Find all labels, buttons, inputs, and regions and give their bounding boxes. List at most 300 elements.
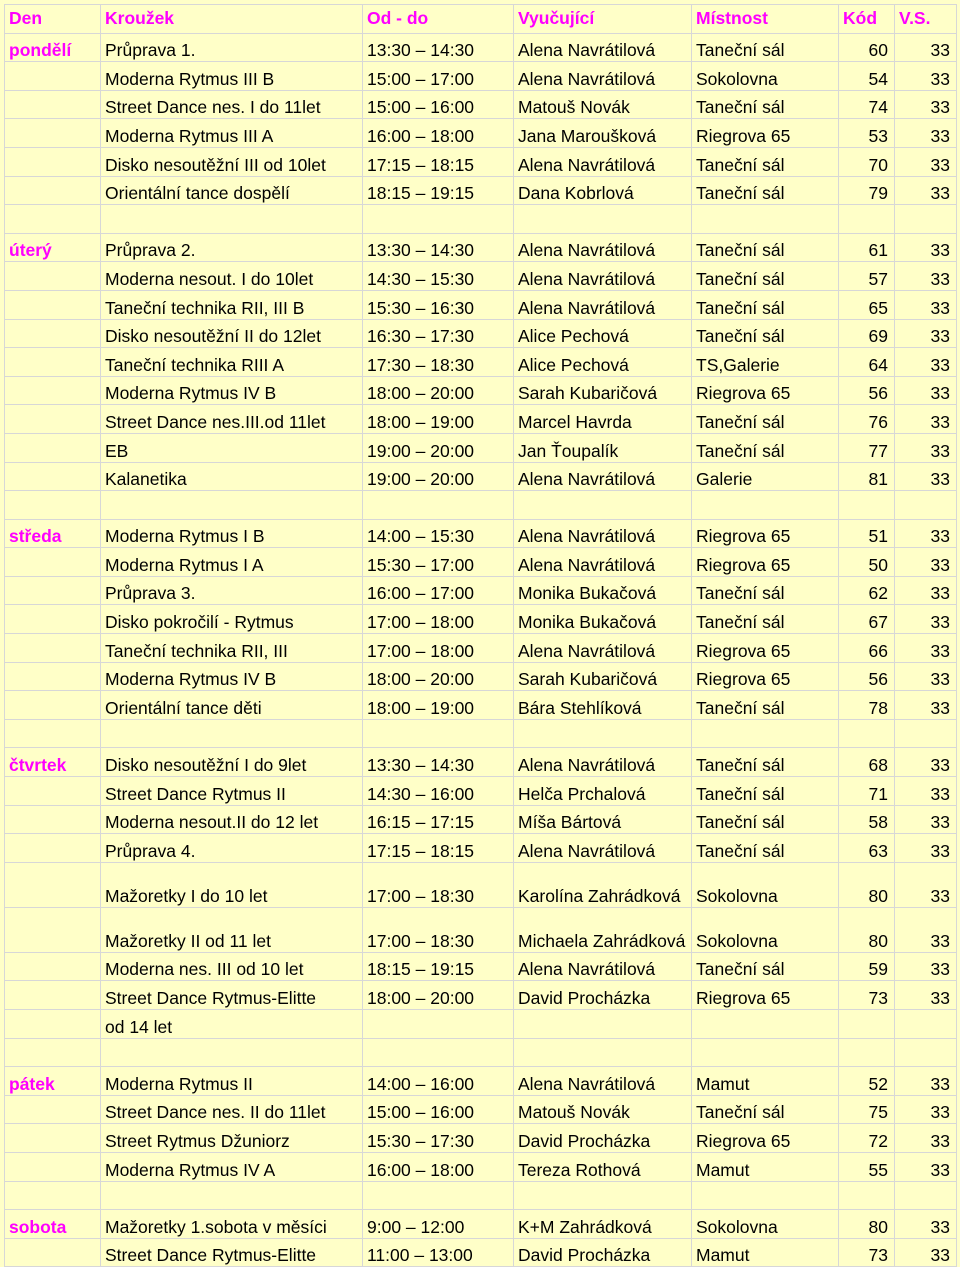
vs-cell: 33 (895, 1238, 957, 1267)
time-cell: 11:00 – 13:00 (363, 1238, 514, 1267)
room-cell: Taneční sál (692, 805, 839, 834)
room-cell: Riegrova 65 (692, 634, 839, 663)
teacher-cell: Jana Maroušková (514, 119, 692, 148)
course-cell: Průprava 3. (101, 576, 363, 605)
vs-cell: 33 (895, 981, 957, 1010)
day-cell (5, 634, 101, 663)
table-row (5, 519, 957, 548)
course-cell: Mažoretky II od 11 let (101, 907, 363, 952)
day-cell (5, 405, 101, 434)
vs-cell (895, 1038, 957, 1067)
header-day: Den (5, 5, 101, 34)
teacher-cell: Jan Ťoupalík (514, 433, 692, 462)
course-cell: Street Dance nes.III.od 11let (101, 405, 363, 434)
vs-cell: 33 (895, 319, 957, 348)
course-cell: EB (101, 433, 363, 462)
course-cell: Street Dance nes. I do 11let (101, 90, 363, 119)
room-cell: Taneční sál (692, 777, 839, 806)
teacher-cell: Alena Navrátilová (514, 233, 692, 262)
time-cell: 17:00 – 18:00 (363, 634, 514, 663)
code-cell: 81 (839, 462, 895, 491)
code-cell: 50 (839, 548, 895, 577)
day-cell (5, 319, 101, 348)
time-cell: 17:00 – 18:30 (363, 907, 514, 952)
time-cell: 9:00 – 12:00 (363, 1210, 514, 1239)
code-cell: 60 (839, 33, 895, 62)
course-cell: Průprava 1. (101, 33, 363, 62)
teacher-cell (514, 719, 692, 748)
day-cell (5, 62, 101, 91)
day-cell (5, 805, 101, 834)
day-cell (5, 376, 101, 405)
room-cell: Sokolovna (692, 1210, 839, 1239)
day-cell (5, 1038, 101, 1067)
table-row (5, 405, 957, 434)
teacher-cell: Alena Navrátilová (514, 147, 692, 176)
header-teacher: Vyučující (514, 5, 692, 34)
time-cell: 13:30 – 14:30 (363, 748, 514, 777)
course-cell: Taneční technika RII, III (101, 634, 363, 663)
time-cell: 17:00 – 18:30 (363, 862, 514, 907)
table-row (5, 634, 957, 663)
table-row (5, 433, 957, 462)
vs-cell: 33 (895, 147, 957, 176)
table-row (5, 662, 957, 691)
room-cell: Taneční sál (692, 233, 839, 262)
room-cell: Taneční sál (692, 147, 839, 176)
table-row (5, 605, 957, 634)
time-cell: 15:00 – 16:00 (363, 90, 514, 119)
course-cell: Street Dance nes. II do 11let (101, 1095, 363, 1124)
time-cell: 19:00 – 20:00 (363, 433, 514, 462)
time-cell: 17:00 – 18:00 (363, 605, 514, 634)
vs-cell (895, 719, 957, 748)
course-cell (101, 205, 363, 234)
table-row (5, 1010, 957, 1039)
code-cell: 57 (839, 262, 895, 291)
time-cell: 17:15 – 18:15 (363, 834, 514, 863)
teacher-cell: Monika Bukačová (514, 576, 692, 605)
vs-cell: 33 (895, 862, 957, 907)
day-cell (5, 262, 101, 291)
room-cell: Taneční sál (692, 748, 839, 777)
table-row (5, 981, 957, 1010)
code-cell: 80 (839, 1210, 895, 1239)
course-cell: Průprava 2. (101, 233, 363, 262)
vs-cell: 33 (895, 662, 957, 691)
table-row (5, 1124, 957, 1153)
vs-cell: 33 (895, 262, 957, 291)
day-cell: pátek (5, 1067, 101, 1096)
table-row (5, 462, 957, 491)
vs-cell: 33 (895, 548, 957, 577)
course-cell: Moderna Rytmus I B (101, 519, 363, 548)
teacher-cell: Sarah Kubaričová (514, 662, 692, 691)
code-cell: 51 (839, 519, 895, 548)
time-cell: 13:30 – 14:30 (363, 233, 514, 262)
vs-cell: 33 (895, 376, 957, 405)
day-cell: čtvrtek (5, 748, 101, 777)
day-cell (5, 1010, 101, 1039)
code-cell: 54 (839, 62, 895, 91)
code-cell: 53 (839, 119, 895, 148)
time-cell: 18:00 – 19:00 (363, 691, 514, 720)
table-row (5, 62, 957, 91)
table-row (5, 33, 957, 62)
table-row (5, 1095, 957, 1124)
day-cell (5, 719, 101, 748)
day-cell (5, 952, 101, 981)
code-cell: 78 (839, 691, 895, 720)
code-cell: 73 (839, 981, 895, 1010)
course-cell: Průprava 4. (101, 834, 363, 863)
vs-cell: 33 (895, 634, 957, 663)
vs-cell: 33 (895, 605, 957, 634)
teacher-cell: Matouš Novák (514, 90, 692, 119)
day-cell (5, 548, 101, 577)
room-cell: Taneční sál (692, 952, 839, 981)
teacher-cell: Alena Navrátilová (514, 952, 692, 981)
code-cell: 65 (839, 290, 895, 319)
table-row (5, 90, 957, 119)
time-cell: 15:30 – 16:30 (363, 290, 514, 319)
day-cell (5, 605, 101, 634)
room-cell: Mamut (692, 1067, 839, 1096)
teacher-cell: Alena Navrátilová (514, 33, 692, 62)
room-cell: Taneční sál (692, 834, 839, 863)
day-cell (5, 691, 101, 720)
teacher-cell (514, 1010, 692, 1039)
table-row (5, 805, 957, 834)
teacher-cell: Alena Navrátilová (514, 519, 692, 548)
time-cell: 18:15 – 19:15 (363, 952, 514, 981)
day-cell (5, 176, 101, 205)
time-cell: 18:00 – 19:00 (363, 405, 514, 434)
table-row (5, 1238, 957, 1267)
vs-cell: 33 (895, 33, 957, 62)
teacher-cell: Alena Navrátilová (514, 262, 692, 291)
schedule-body (5, 5, 957, 1267)
code-cell: 63 (839, 834, 895, 863)
table-row (5, 1152, 957, 1181)
code-cell: 72 (839, 1124, 895, 1153)
room-cell: Sokolovna (692, 62, 839, 91)
code-cell: 68 (839, 748, 895, 777)
vs-cell: 33 (895, 691, 957, 720)
day-cell (5, 348, 101, 377)
room-cell: Taneční sál (692, 1095, 839, 1124)
code-cell: 73 (839, 1238, 895, 1267)
room-cell: Taneční sál (692, 176, 839, 205)
room-cell: Mamut (692, 1152, 839, 1181)
course-cell: Disko nesoutěžní III od 10let (101, 147, 363, 176)
room-cell (692, 1181, 839, 1210)
day-cell (5, 662, 101, 691)
vs-cell: 33 (895, 1152, 957, 1181)
teacher-cell: David Procházka (514, 1124, 692, 1153)
time-cell: 19:00 – 20:00 (363, 462, 514, 491)
code-cell (839, 491, 895, 520)
room-cell: Riegrova 65 (692, 119, 839, 148)
teacher-cell: Marcel Havrda (514, 405, 692, 434)
time-cell (363, 719, 514, 748)
header-course: Kroužek (101, 5, 363, 34)
vs-cell: 33 (895, 576, 957, 605)
day-cell (5, 907, 101, 952)
vs-cell: 33 (895, 62, 957, 91)
code-cell: 59 (839, 952, 895, 981)
vs-cell: 33 (895, 176, 957, 205)
vs-cell: 33 (895, 834, 957, 863)
table-row (5, 233, 957, 262)
room-cell: Mamut (692, 1238, 839, 1267)
table-row (5, 1038, 957, 1067)
course-cell: Street Dance Rytmus II (101, 777, 363, 806)
time-cell: 16:30 – 17:30 (363, 319, 514, 348)
room-cell (692, 719, 839, 748)
course-cell: Disko pokročilí - Rytmus (101, 605, 363, 634)
course-cell: Disko nesoutěžní I do 9let (101, 748, 363, 777)
time-cell: 15:30 – 17:00 (363, 548, 514, 577)
vs-cell: 33 (895, 519, 957, 548)
vs-cell: 33 (895, 119, 957, 148)
day-cell (5, 1095, 101, 1124)
teacher-cell: Helča Prchalová (514, 777, 692, 806)
vs-cell: 33 (895, 1095, 957, 1124)
room-cell: Taneční sál (692, 605, 839, 634)
teacher-cell (514, 205, 692, 234)
course-cell: Taneční technika RII, III B (101, 290, 363, 319)
table-row (5, 319, 957, 348)
time-cell (363, 1181, 514, 1210)
day-cell: úterý (5, 233, 101, 262)
table-row (5, 119, 957, 148)
vs-cell: 33 (895, 90, 957, 119)
course-cell (101, 491, 363, 520)
teacher-cell: Michaela Zahrádková (514, 907, 692, 952)
day-cell (5, 777, 101, 806)
time-cell: 18:00 – 20:00 (363, 981, 514, 1010)
room-cell: Taneční sál (692, 33, 839, 62)
teacher-cell: Alena Navrátilová (514, 62, 692, 91)
code-cell: 64 (839, 348, 895, 377)
vs-cell: 33 (895, 777, 957, 806)
room-cell (692, 491, 839, 520)
code-cell: 69 (839, 319, 895, 348)
day-cell (5, 834, 101, 863)
room-cell: Sokolovna (692, 862, 839, 907)
course-cell: Orientální tance děti (101, 691, 363, 720)
table-row (5, 777, 957, 806)
table-row (5, 376, 957, 405)
teacher-cell: Tereza Rothová (514, 1152, 692, 1181)
code-cell: 80 (839, 907, 895, 952)
room-cell: Sokolovna (692, 907, 839, 952)
room-cell: Riegrova 65 (692, 548, 839, 577)
vs-cell: 33 (895, 290, 957, 319)
vs-cell (895, 1010, 957, 1039)
table-row (5, 491, 957, 520)
header-vs: V.S. (895, 5, 957, 34)
code-cell: 80 (839, 862, 895, 907)
time-cell: 15:30 – 17:30 (363, 1124, 514, 1153)
table-row (5, 834, 957, 863)
table-row (5, 348, 957, 377)
time-cell: 18:15 – 19:15 (363, 176, 514, 205)
table-row (5, 576, 957, 605)
vs-cell: 33 (895, 805, 957, 834)
teacher-cell: Alice Pechová (514, 319, 692, 348)
vs-cell (895, 491, 957, 520)
table-row (5, 262, 957, 291)
vs-cell: 33 (895, 1210, 957, 1239)
teacher-cell: Sarah Kubaričová (514, 376, 692, 405)
time-cell: 15:00 – 16:00 (363, 1095, 514, 1124)
day-cell (5, 462, 101, 491)
table-row (5, 1067, 957, 1096)
room-cell: Taneční sál (692, 691, 839, 720)
header-code: Kód (839, 5, 895, 34)
teacher-cell: Alice Pechová (514, 348, 692, 377)
table-row (5, 548, 957, 577)
course-cell (101, 719, 363, 748)
teacher-cell: Karolína Zahrádková (514, 862, 692, 907)
course-cell: Street Dance Rytmus-Elitte (101, 1238, 363, 1267)
day-cell (5, 981, 101, 1010)
course-cell: Disko nesoutěžní II do 12let (101, 319, 363, 348)
teacher-cell: Monika Bukačová (514, 605, 692, 634)
code-cell: 62 (839, 576, 895, 605)
code-cell (839, 1010, 895, 1039)
day-cell (5, 205, 101, 234)
day-cell (5, 1124, 101, 1153)
teacher-cell (514, 1038, 692, 1067)
room-cell: TS,Galerie (692, 348, 839, 377)
teacher-cell (514, 491, 692, 520)
room-cell: Riegrova 65 (692, 1124, 839, 1153)
course-cell: Orientální tance dospělí (101, 176, 363, 205)
time-cell: 16:00 – 17:00 (363, 576, 514, 605)
code-cell: 56 (839, 376, 895, 405)
course-cell: Mažoretky 1.sobota v měsíci (101, 1210, 363, 1239)
table-row (5, 147, 957, 176)
course-cell: Moderna Rytmus II (101, 1067, 363, 1096)
table-row (5, 1210, 957, 1239)
course-cell: Taneční technika RIII A (101, 348, 363, 377)
course-cell: Kalanetika (101, 462, 363, 491)
teacher-cell: Dana Kobrlová (514, 176, 692, 205)
time-cell: 14:30 – 16:00 (363, 777, 514, 806)
time-cell (363, 1038, 514, 1067)
header-row (5, 5, 957, 34)
time-cell (363, 491, 514, 520)
course-cell: Moderna nesout. I do 10let (101, 262, 363, 291)
vs-cell: 33 (895, 433, 957, 462)
table-row (5, 290, 957, 319)
code-cell: 71 (839, 777, 895, 806)
table-row (5, 748, 957, 777)
code-cell: 79 (839, 176, 895, 205)
teacher-cell: Alena Navrátilová (514, 1067, 692, 1096)
course-cell (101, 1181, 363, 1210)
room-cell: Taneční sál (692, 433, 839, 462)
schedule-table (4, 4, 957, 1267)
code-cell: 55 (839, 1152, 895, 1181)
time-cell: 17:30 – 18:30 (363, 348, 514, 377)
header-room: Místnost (692, 5, 839, 34)
header-time: Od - do (363, 5, 514, 34)
course-cell (101, 1038, 363, 1067)
vs-cell: 33 (895, 907, 957, 952)
time-cell: 18:00 – 20:00 (363, 662, 514, 691)
vs-cell: 33 (895, 952, 957, 981)
teacher-cell: Alena Navrátilová (514, 634, 692, 663)
teacher-cell: Alena Navrátilová (514, 548, 692, 577)
teacher-cell: K+M Zahrádková (514, 1210, 692, 1239)
table-row (5, 952, 957, 981)
table-row (5, 1181, 957, 1210)
code-cell: 61 (839, 233, 895, 262)
teacher-cell: Alena Navrátilová (514, 290, 692, 319)
time-cell: 16:15 – 17:15 (363, 805, 514, 834)
vs-cell (895, 205, 957, 234)
vs-cell: 33 (895, 748, 957, 777)
teacher-cell: Alena Navrátilová (514, 834, 692, 863)
teacher-cell: Bára Stehlíková (514, 691, 692, 720)
course-cell: Street Rytmus Džuniorz (101, 1124, 363, 1153)
code-cell: 76 (839, 405, 895, 434)
course-cell: od 14 let (101, 1010, 363, 1039)
course-cell: Moderna Rytmus III B (101, 62, 363, 91)
vs-cell (895, 1181, 957, 1210)
course-cell: Moderna nesout.II do 12 let (101, 805, 363, 834)
code-cell: 74 (839, 90, 895, 119)
vs-cell: 33 (895, 233, 957, 262)
day-cell: pondělí (5, 33, 101, 62)
table-row (5, 862, 957, 907)
room-cell: Taneční sál (692, 576, 839, 605)
room-cell: Riegrova 65 (692, 981, 839, 1010)
table-row (5, 691, 957, 720)
code-cell: 58 (839, 805, 895, 834)
vs-cell: 33 (895, 1124, 957, 1153)
code-cell: 77 (839, 433, 895, 462)
time-cell: 16:00 – 18:00 (363, 1152, 514, 1181)
course-cell: Moderna Rytmus IV B (101, 662, 363, 691)
day-cell (5, 491, 101, 520)
time-cell: 14:00 – 15:30 (363, 519, 514, 548)
code-cell (839, 205, 895, 234)
time-cell (363, 205, 514, 234)
code-cell: 52 (839, 1067, 895, 1096)
teacher-cell: Alena Navrátilová (514, 462, 692, 491)
teacher-cell: David Procházka (514, 981, 692, 1010)
day-cell (5, 862, 101, 907)
code-cell (839, 719, 895, 748)
course-cell: Moderna nes. III od 10 let (101, 952, 363, 981)
day-cell (5, 1152, 101, 1181)
room-cell: Riegrova 65 (692, 662, 839, 691)
time-cell: 18:00 – 20:00 (363, 376, 514, 405)
course-cell: Mažoretky I do 10 let (101, 862, 363, 907)
teacher-cell: Alena Navrátilová (514, 748, 692, 777)
vs-cell: 33 (895, 348, 957, 377)
teacher-cell: David Procházka (514, 1238, 692, 1267)
code-cell (839, 1181, 895, 1210)
room-cell: Taneční sál (692, 405, 839, 434)
time-cell: 16:00 – 18:00 (363, 119, 514, 148)
code-cell: 66 (839, 634, 895, 663)
